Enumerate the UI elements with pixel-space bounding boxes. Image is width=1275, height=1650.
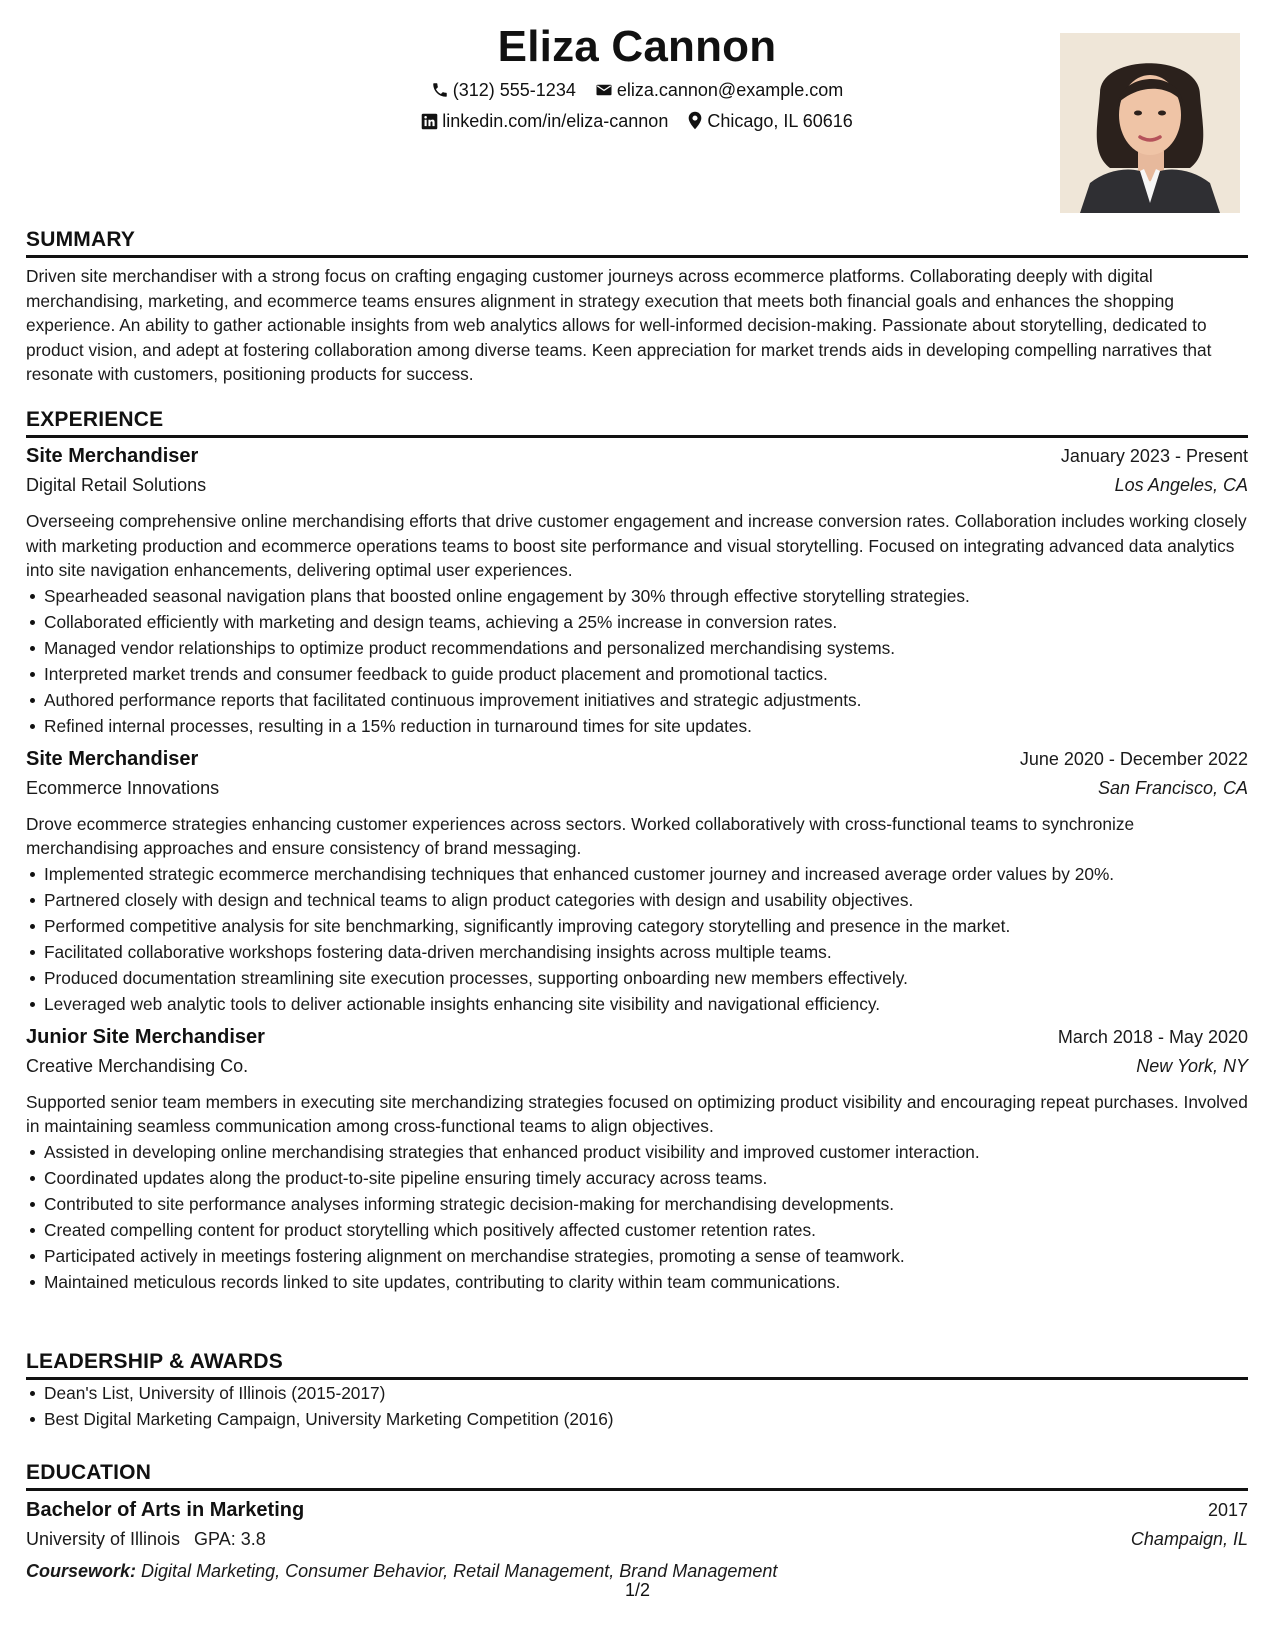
job-bullet: Spearheaded seasonal navigation plans that boosted online engagement by 30% through effective storytelling strategies. (44, 583, 1248, 609)
job-entry (26, 748, 1248, 1017)
contact-location (687, 111, 852, 132)
education-location: Champaign, IL (1130, 1529, 1248, 1549)
job-description: Overseeing comprehensive online merchandising efforts that drive customer engagement and increase conversion rates. Collaboration includes working closely with marketing production and ecommerce operations teams to boost site performance and visual storytelling. Focused on integrating advanced data analytics into site navigation enhancements, delivering optimal user experiences. (26, 511, 1247, 580)
contact-email[interactable] (595, 80, 843, 101)
job-location: Los Angeles, CA (1114, 475, 1248, 495)
job-description: Supported senior team members in executing site merchandizing strategies focused on optimizing product visibility and encouraging repeat purchases. Involved in maintaining seamless communication among cross-functional teams to align objectives. (26, 1091, 1248, 1136)
job-bullet: Maintained meticulous records linked to site updates, contributing to clarity within team communications. (44, 1269, 1248, 1295)
job-description: Drove ecommerce strategies enhancing customer experiences across sectors. Worked collaboratively with cross-functional teams to synchronize merchandising approaches and ensure consistency of brand messaging. (26, 813, 1135, 858)
education-degree: Bachelor of Arts in Marketing (26, 1499, 305, 1521)
job-bullet: Interpreted market trends and consumer feedback to guide product placement and promotional tactics. (44, 661, 1248, 687)
resume-header (26, 0, 1248, 214)
job-bullets (26, 583, 1248, 739)
job-entry (26, 1026, 1248, 1295)
job-bullets (26, 861, 1248, 1017)
job-bullet: Implemented strategic ecommerce merchandising techniques that enhanced customer journey and increased average order values by 20%. (44, 861, 1248, 887)
job-date: January 2023 - Present (1060, 446, 1248, 466)
location-pin-icon (687, 111, 703, 130)
job-bullet: Authored performance reports that facilitated continuous improvement initiatives and strategic adjustments. (44, 687, 1248, 713)
job-title-row (26, 445, 1248, 475)
award-item: Dean's List, University of Illinois (2015-2017) (44, 1380, 1248, 1406)
education-degree-row (26, 1499, 1248, 1529)
email-text[interactable]: eliza.cannon@example.com (616, 80, 844, 100)
job-bullet: Managed vendor relationships to optimize product recommendations and personalized merchandising systems. (44, 635, 1248, 661)
profile-photo (1060, 33, 1240, 213)
job-company-row (26, 778, 1248, 808)
education-section (26, 1461, 1248, 1582)
education-entry (26, 1499, 1248, 1582)
job-date: June 2020 - December 2022 (1019, 748, 1248, 769)
job-title: Site Merchandiser (26, 445, 199, 467)
job-title: Site Merchandiser (26, 747, 199, 770)
job-bullets (26, 1139, 1248, 1295)
education-heading: EDUCATION (26, 1461, 1248, 1491)
job-bullet: Created compelling content for product storytelling which positively affected customer retention rates. (44, 1217, 1248, 1243)
job-title-row (26, 1026, 1248, 1056)
summary-heading: SUMMARY (26, 228, 1248, 258)
job-title: Junior Site Merchandiser (26, 1025, 265, 1048)
award-item: Best Digital Marketing Campaign, University Marketing Competition (2016) (44, 1406, 1248, 1432)
location-text: Chicago, IL 60616 (707, 111, 853, 131)
education-school: University of Illinois (26, 1529, 181, 1549)
coursework-text: Digital Marketing, Consumer Behavior, Retail Management, Brand Management (141, 1561, 778, 1581)
job-location: San Francisco, CA (1097, 777, 1248, 798)
linkedin-icon (421, 113, 438, 130)
job-bullet: Facilitated collaborative workshops fostering data-driven merchandising insights across multiple teams. (44, 939, 1248, 965)
page-number: 1/2 (624, 1580, 651, 1600)
education-school-line (26, 1529, 266, 1550)
education-gpa: GPA: 3.8 (194, 1529, 266, 1549)
summary-section (26, 228, 1248, 387)
job-company-row (26, 475, 1248, 505)
leadership-list (26, 1380, 1248, 1432)
linkedin-text[interactable]: linkedin.com/in/eliza-cannon (442, 111, 669, 131)
email-icon (595, 81, 613, 99)
job-company: Digital Retail Solutions (26, 475, 207, 495)
job-company: Creative Merchandising Co. (26, 1055, 249, 1076)
profile-photo-illustration (1060, 33, 1240, 213)
leadership-heading: LEADERSHIP & AWARDS (26, 1350, 1248, 1380)
job-company-row (26, 1056, 1248, 1086)
education-year: 2017 (1207, 1500, 1248, 1520)
candidate-name: Eliza Cannon (497, 22, 777, 71)
job-bullet: Assisted in developing online merchandising strategies that enhanced product visibility and improved customer interaction. (44, 1139, 1248, 1165)
education-coursework (26, 1561, 1248, 1582)
job-bullet: Participated actively in meetings fostering alignment on merchandise strategies, promoting a sense of teamwork. (44, 1243, 1248, 1269)
coursework-label: Coursework: (26, 1561, 137, 1581)
resume-page (26, 0, 1248, 1650)
contact-linkedin[interactable] (421, 111, 668, 132)
job-bullet: Leveraged web analytic tools to deliver actionable insights enhancing site visibility and navigational efficiency. (44, 991, 1248, 1017)
contact-phone (431, 80, 576, 101)
experience-section (26, 408, 1248, 1295)
leadership-section (26, 1350, 1248, 1432)
summary-text: Driven site merchandiser with a strong focus on crafting engaging customer journeys across ecommerce platforms. Collaborating deeply with digital merchandising, marketing, and ecommerce teams ensures alignment in strategy execution that meets both financial goals and enhances the shopping experience. An ability to gather actionable insights from web analytics allows for well-informed decision-making. Passionate about storytelling, dedicated to product vision, and adept at fostering collaboration among diverse teams. Keen appreciation for market trends aids in developing compelling narratives that resonate with customers, positioning products for success. (26, 266, 1212, 384)
job-bullet: Coordinated updates along the product-to-site pipeline ensuring timely accuracy across teams. (44, 1165, 1248, 1191)
phone-icon (431, 81, 449, 99)
job-bullet: Performed competitive analysis for site benchmarking, significantly improving category storytelling and presence in the market. (44, 913, 1248, 939)
job-bullet: Contributed to site performance analyses informing strategic decision-making for merchandising developments. (44, 1191, 1248, 1217)
job-company: Ecommerce Innovations (26, 777, 220, 798)
job-bullet: Collaborated efficiently with marketing and design teams, achieving a 25% increase in conversion rates. (44, 609, 1248, 635)
job-bullet: Refined internal processes, resulting in a 15% reduction in turnaround times for site updates. (44, 713, 1248, 739)
job-entry (26, 445, 1248, 739)
education-school-row (26, 1529, 1248, 1559)
job-location: New York, NY (1136, 1055, 1248, 1076)
job-date: March 2018 - May 2020 (1057, 1026, 1248, 1047)
job-bullet: Produced documentation streamlining site execution processes, supporting onboarding new members effectively. (44, 965, 1248, 991)
job-bullet: Partnered closely with design and technical teams to align product categories with design and usability objectives. (44, 887, 1248, 913)
job-title-row (26, 748, 1248, 778)
phone-text: (312) 555-1234 (452, 80, 576, 100)
experience-heading: EXPERIENCE (26, 408, 1248, 438)
